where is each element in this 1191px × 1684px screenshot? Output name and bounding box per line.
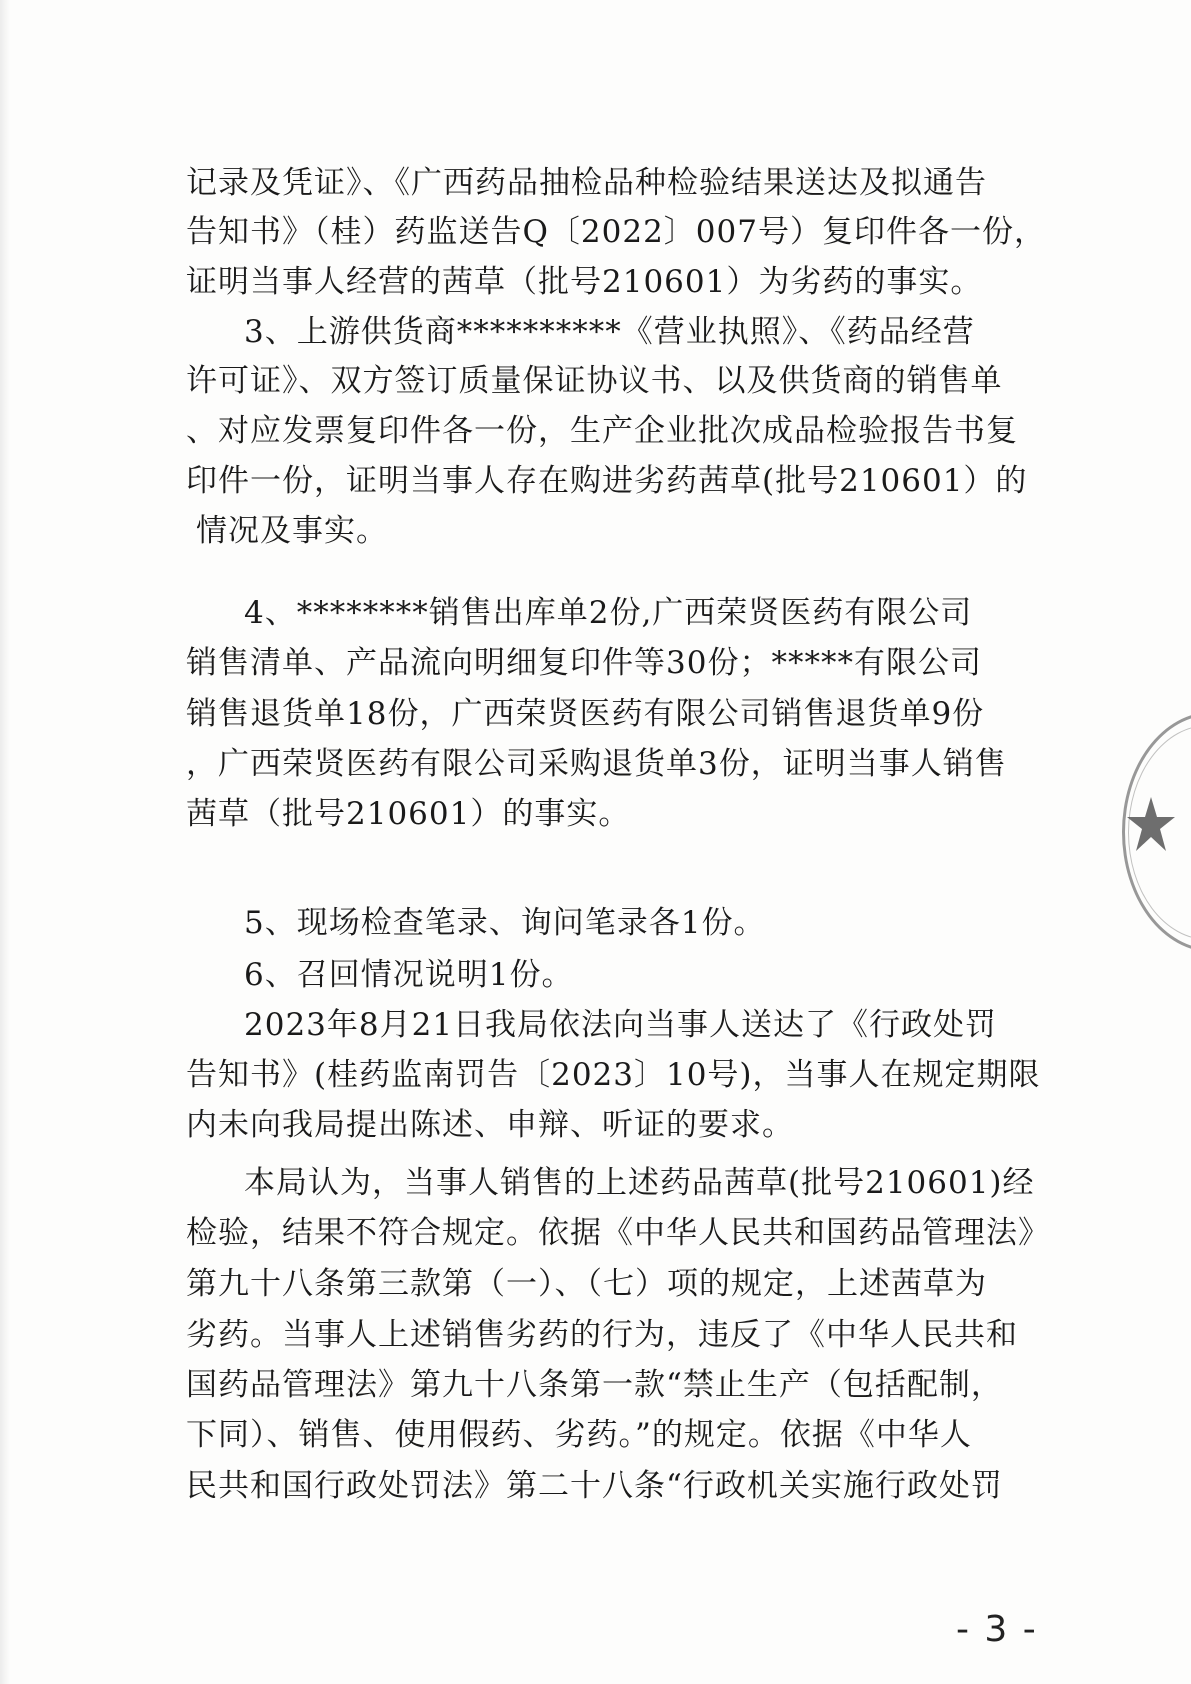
scan-edge xyxy=(0,0,10,1684)
page-number: - 3 - xyxy=(956,1609,1038,1650)
text-line: 记录及凭证》、《广西药品抽检品种检验结果送达及拟通告 xyxy=(186,165,987,201)
text-line: 5、现场检查笔录、询问笔录各1份。 xyxy=(244,905,766,941)
text-line: 许可证》、双方签订质量保证协议书、以及供货商的销售单 xyxy=(186,363,1003,399)
text-line: 内未向我局提出陈述、申辩、听证的要求。 xyxy=(186,1107,794,1143)
text-line: 6、召回情况说明1份。 xyxy=(244,957,574,993)
text-line: 茜草（批号210601）的事实。 xyxy=(186,796,631,832)
text-line: 告知书》（桂）药监送告Q〔2022〕007号）复印件各一份， xyxy=(186,214,1046,250)
text-line: 国药品管理法》第九十八条第一款“禁止生产（包括配制， xyxy=(186,1367,1003,1403)
text-line: 下同）、销售、使用假药、劣药。”的规定。依据《中华人 xyxy=(186,1417,972,1453)
text-line: 2023年8月21日我局依法向当事人送达了《行政处罚 xyxy=(244,1007,998,1043)
text-line: 本局认为，当事人销售的上述药品茜草(批号210601)经 xyxy=(244,1165,1035,1201)
text-line: 3、上游供货商**********《营业执照》、《药品经营 xyxy=(244,314,975,350)
text-line: 、对应发票复印件各一份，生产企业批次成品检验报告书复 xyxy=(186,413,1018,449)
text-line: 告知书》(桂药监南罚告〔2023〕10号)，当事人在规定期限 xyxy=(186,1057,1041,1093)
text-line: 检验，结果不符合规定。依据《中华人民共和国药品管理法》 xyxy=(186,1215,1050,1251)
text-line: 销售清单、产品流向明细复印件等30份；*****有限公司 xyxy=(186,645,982,681)
text-line: 印件一份，证明当事人存在购进劣药茜草(批号210601）的 xyxy=(186,463,1028,499)
star-icon xyxy=(1126,795,1176,855)
text-line: 民共和国行政处罚法》第二十八条“行政机关实施行政处罚 xyxy=(186,1468,1003,1504)
text-line: 劣药。当事人上述销售劣药的行为，违反了《中华人民共和 xyxy=(186,1317,1018,1353)
text-line: ，广西荣贤医药有限公司采购退货单3份，证明当事人销售 xyxy=(186,746,1007,782)
text-line: 4、********销售出库单2份,广西荣贤医药有限公司 xyxy=(244,595,973,631)
text-line: 情况及事实。 xyxy=(196,513,388,549)
text-line: 第九十八条第三款第（一）、（七）项的规定，上述茜草为 xyxy=(186,1266,987,1302)
text-line: 销售退货单18份，广西荣贤医药有限公司销售退货单9份 xyxy=(186,696,985,732)
text-line: 证明当事人经营的茜草（批号210601）为劣药的事实。 xyxy=(186,264,983,300)
